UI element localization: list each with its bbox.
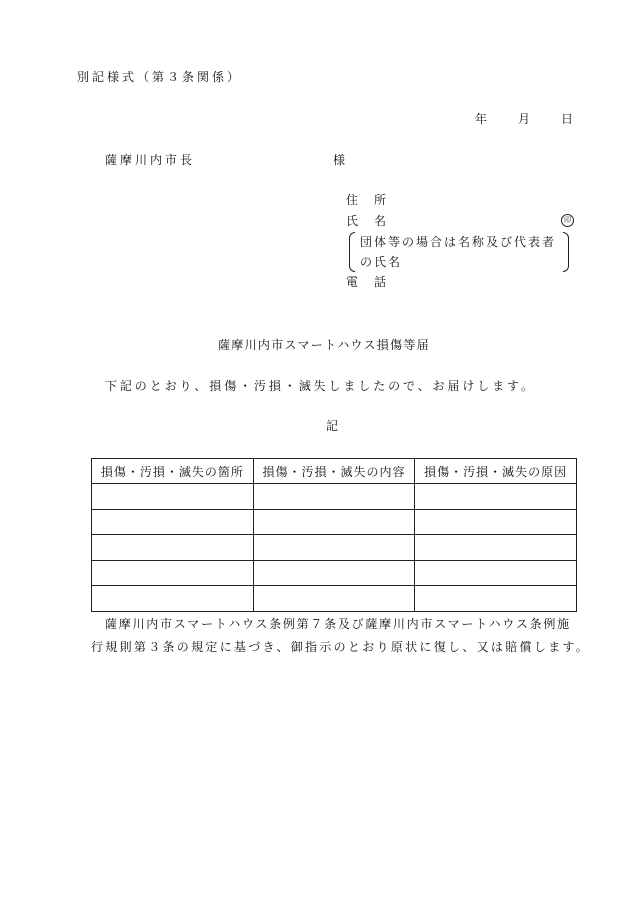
table-cell <box>92 535 254 561</box>
addressee-name: 薩摩川内市長 <box>105 153 196 167</box>
seal-mark: 印 <box>561 214 574 227</box>
header-cause: 損傷・汚損・滅失の原因 <box>415 459 577 484</box>
date-month: 月 <box>518 112 531 126</box>
table-cell <box>253 484 415 510</box>
table-header-row <box>92 459 577 484</box>
org-note-bracket-left <box>349 232 355 272</box>
table-cell <box>92 560 254 586</box>
table-cell <box>92 484 254 510</box>
table-cell <box>253 560 415 586</box>
ki-label: 記 <box>326 419 339 433</box>
table-row <box>92 586 577 612</box>
header-content: 損傷・汚損・滅失の内容 <box>253 459 415 484</box>
table-cell <box>253 509 415 535</box>
org-note-line2: の氏名 <box>360 255 403 269</box>
table-cell <box>253 535 415 561</box>
table-row <box>92 509 577 535</box>
table-row <box>92 560 577 586</box>
intro-text: 下記のとおり、損傷・汚損・滅失しましたので、お届けします。 <box>105 379 536 393</box>
address-label: 住 所 <box>346 193 389 207</box>
date-day: 日 <box>561 112 574 126</box>
table-cell <box>92 509 254 535</box>
closing-line2: 行規則第３条の規定に基づき、御指示のとおり原状に復し、又は賠償します。 <box>91 640 591 654</box>
org-note-line1: 団体等の場合は名称及び代表者 <box>360 235 557 249</box>
date-year: 年 <box>475 112 488 126</box>
document-title: 薩摩川内市スマートハウス損傷等届 <box>218 338 430 352</box>
table-cell <box>415 586 577 612</box>
name-label: 氏 名 <box>346 214 389 228</box>
closing-line1: 薩摩川内市スマートハウス条例第７条及び薩摩川内市スマートハウス条例施 <box>105 617 571 631</box>
table-cell <box>92 586 254 612</box>
table-cell <box>415 484 577 510</box>
form-label: 別記様式（第３条関係） <box>77 70 243 84</box>
phone-label: 電 話 <box>346 275 389 289</box>
table-row <box>92 535 577 561</box>
header-location: 損傷・汚損・滅失の箇所 <box>92 459 254 484</box>
table-row <box>92 484 577 510</box>
table-cell <box>415 535 577 561</box>
addressee-honorific: 様 <box>333 153 346 167</box>
table-cell <box>253 586 415 612</box>
table-cell <box>415 560 577 586</box>
org-note-bracket-right <box>563 232 569 272</box>
table-cell <box>415 509 577 535</box>
damage-table <box>91 458 577 612</box>
